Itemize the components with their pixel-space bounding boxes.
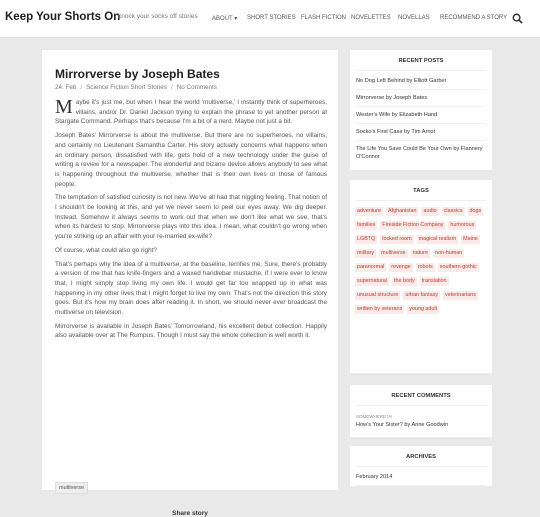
tag-link[interactable]: veterinarians bbox=[445, 292, 476, 298]
tag-link[interactable]: Fireside Fiction Company bbox=[382, 222, 444, 228]
tag-link[interactable]: classics bbox=[443, 208, 463, 214]
tags-title: TAGS bbox=[356, 180, 486, 201]
top-bar bbox=[0, 0, 540, 38]
post-article bbox=[42, 50, 338, 517]
tag-cloud bbox=[350, 201, 492, 320]
tag-link[interactable]: multiverse bbox=[381, 250, 406, 256]
tag-link[interactable]: urban fantasy bbox=[405, 292, 439, 298]
tag-link[interactable]: unusual structure bbox=[357, 292, 399, 298]
tag-link[interactable]: dogs bbox=[469, 208, 482, 214]
tag-link[interactable]: nature bbox=[412, 250, 428, 256]
tag-link[interactable]: families bbox=[357, 222, 376, 228]
post-tag[interactable]: multiverse bbox=[55, 482, 88, 494]
post-date: 24. Feb bbox=[55, 84, 77, 91]
tag-link[interactable]: Afghanistan bbox=[387, 208, 417, 214]
post-category[interactable]: Science Fiction Short Stories bbox=[86, 84, 167, 91]
nav-novellas[interactable]: NOVELLAS bbox=[398, 15, 430, 21]
post-meta: 24. Feb / Science Fiction Short Stories / No Comments bbox=[55, 84, 217, 91]
archives-widget bbox=[350, 446, 492, 486]
recent-comment-link[interactable]: How's Your Sister? by Anne Goodwin bbox=[356, 422, 449, 428]
tag-link[interactable]: audio bbox=[423, 208, 437, 214]
tag-link[interactable]: paranormal bbox=[357, 264, 385, 270]
share-story-heading: Share story bbox=[172, 510, 208, 517]
tag-link[interactable]: southern gothic bbox=[439, 264, 477, 270]
paragraph-4: Of course, what could also go right? bbox=[55, 246, 157, 254]
tag-link[interactable]: written by veterans bbox=[357, 306, 403, 312]
tag-link[interactable]: adventure bbox=[357, 208, 381, 214]
tag-link[interactable]: Maine bbox=[463, 236, 478, 242]
nav-recommend[interactable]: RECOMMEND A STORY bbox=[440, 15, 508, 21]
archives-title: ARCHIVES bbox=[356, 446, 486, 467]
search-icon[interactable] bbox=[512, 13, 523, 24]
tag-link[interactable]: translation bbox=[421, 278, 447, 284]
tag-link[interactable]: young adult bbox=[409, 306, 438, 312]
recent-post-link[interactable]: Socko's First Case by Tim Arnot bbox=[356, 124, 486, 141]
paragraph-6: Mirrorverse is available in Joseph Bates' Tomorrowland, his excellent debut collection. Happily also available over at The Rumpus. Though I must say the whole collection is well worth it. bbox=[55, 322, 327, 340]
comment-date: SOMEWHERE IN bbox=[356, 414, 392, 419]
post-title[interactable]: Mirrorverse by Joseph Bates bbox=[55, 67, 220, 81]
nav-flash-fiction[interactable]: FLASH FICTION bbox=[301, 15, 347, 21]
tag-link[interactable]: locked room bbox=[382, 236, 412, 242]
site-tagline: knock your socks off stories bbox=[118, 13, 198, 20]
paragraph-1: Maybe it's just me, but when I hear the world 'multiverse,' I instantly think of superheroes, villains, and/or Dr. Daniel Jackson trying to explain the phrase to yet another person at Stargate Command. Perhaps that's because I'm a bit of a nerd. Maybe not just a bit. bbox=[55, 96, 327, 126]
nav-short-stories[interactable]: SHORT STORIES bbox=[247, 15, 296, 21]
tag-link[interactable]: magical realism bbox=[418, 236, 457, 242]
recent-post-link[interactable]: Mirrorverse by Joseph Bates bbox=[356, 90, 486, 107]
tag-link[interactable]: non-human bbox=[434, 250, 463, 256]
paragraph-3: The temptation of satisfied curiosity is not new. We've all had that niggling feeling. That notion of I shouldn't be looking at this, and yet we never seem to peel our eyes away. We dig deeper. Instead. Somehow it always seems to work out that when we don't like what we see, that's when its hardest to stop. Mirrorverse plays into this idea. I mean, what couldn't go wrong when you're striking up an affair with your re-married ex-wife? bbox=[55, 194, 327, 241]
archive-link[interactable]: February 2014 bbox=[356, 469, 486, 486]
tag-link[interactable]: humorous bbox=[450, 222, 475, 228]
recent-post-link[interactable]: No Dog Left Behind by Elliott Garber bbox=[356, 73, 486, 90]
nav-novelettes[interactable]: NOVELETTES bbox=[351, 15, 391, 21]
post-body bbox=[55, 98, 327, 345]
tag-link[interactable]: supernatural bbox=[357, 278, 387, 284]
tags-widget bbox=[350, 180, 492, 373]
paragraph-2: Joseph Bates' Mirrorverse is about the multiverse. But there are no superheroes, no villains, and certainly no Lieutenant Samantha Carter. His story actually concerns what happens when an ordinary person, dissatisfied with life, gets hold of a new technology under the guise of writing a review for a newspaper. The wonderful and bizarre device allows anybody to see what is happening throughout the multiverse, whether that is their own lives or those of famous people. bbox=[55, 132, 327, 188]
recent-post-link[interactable]: The Life You Save Could Be Your Own by Flannery O'Connor bbox=[356, 146, 483, 160]
recent-posts-widget bbox=[350, 50, 492, 170]
tag-link[interactable]: LGBTQ bbox=[357, 236, 376, 242]
recent-comments-widget bbox=[350, 385, 492, 437]
tag-link[interactable]: robots bbox=[417, 264, 433, 270]
recent-comments-title: RECENT COMMENTS bbox=[356, 385, 486, 406]
recent-post-link[interactable]: Wester's Wife by Elizabeth Hand bbox=[356, 107, 486, 124]
site-title[interactable]: Keep Your Shorts On bbox=[5, 11, 121, 23]
recent-posts-title: RECENT POSTS bbox=[356, 50, 486, 71]
paragraph-5: That's perhaps why the idea of a multiverse, at the baseline, terrifies me. Sure, there's probably a version of me that has knife-fingers and a waxed handlebar mustache, if I were ever to know that, I might simply stop living my own life. I would get far too wrapped up in what was happening in my other lives that I might forget to live my own. That's not the direction this story goes. But it's how my brain does after reading it. In short, we should never ever broadcast the multiverse on television. bbox=[55, 260, 327, 317]
tag-link[interactable]: revenge bbox=[391, 264, 411, 270]
nav-about[interactable]: ABOUT ▾ bbox=[212, 16, 238, 22]
dropcap: M bbox=[55, 96, 73, 118]
tag-link[interactable]: military bbox=[357, 250, 375, 256]
tag-link[interactable]: the body bbox=[393, 278, 415, 284]
post-comments[interactable]: No Comments bbox=[176, 84, 217, 91]
